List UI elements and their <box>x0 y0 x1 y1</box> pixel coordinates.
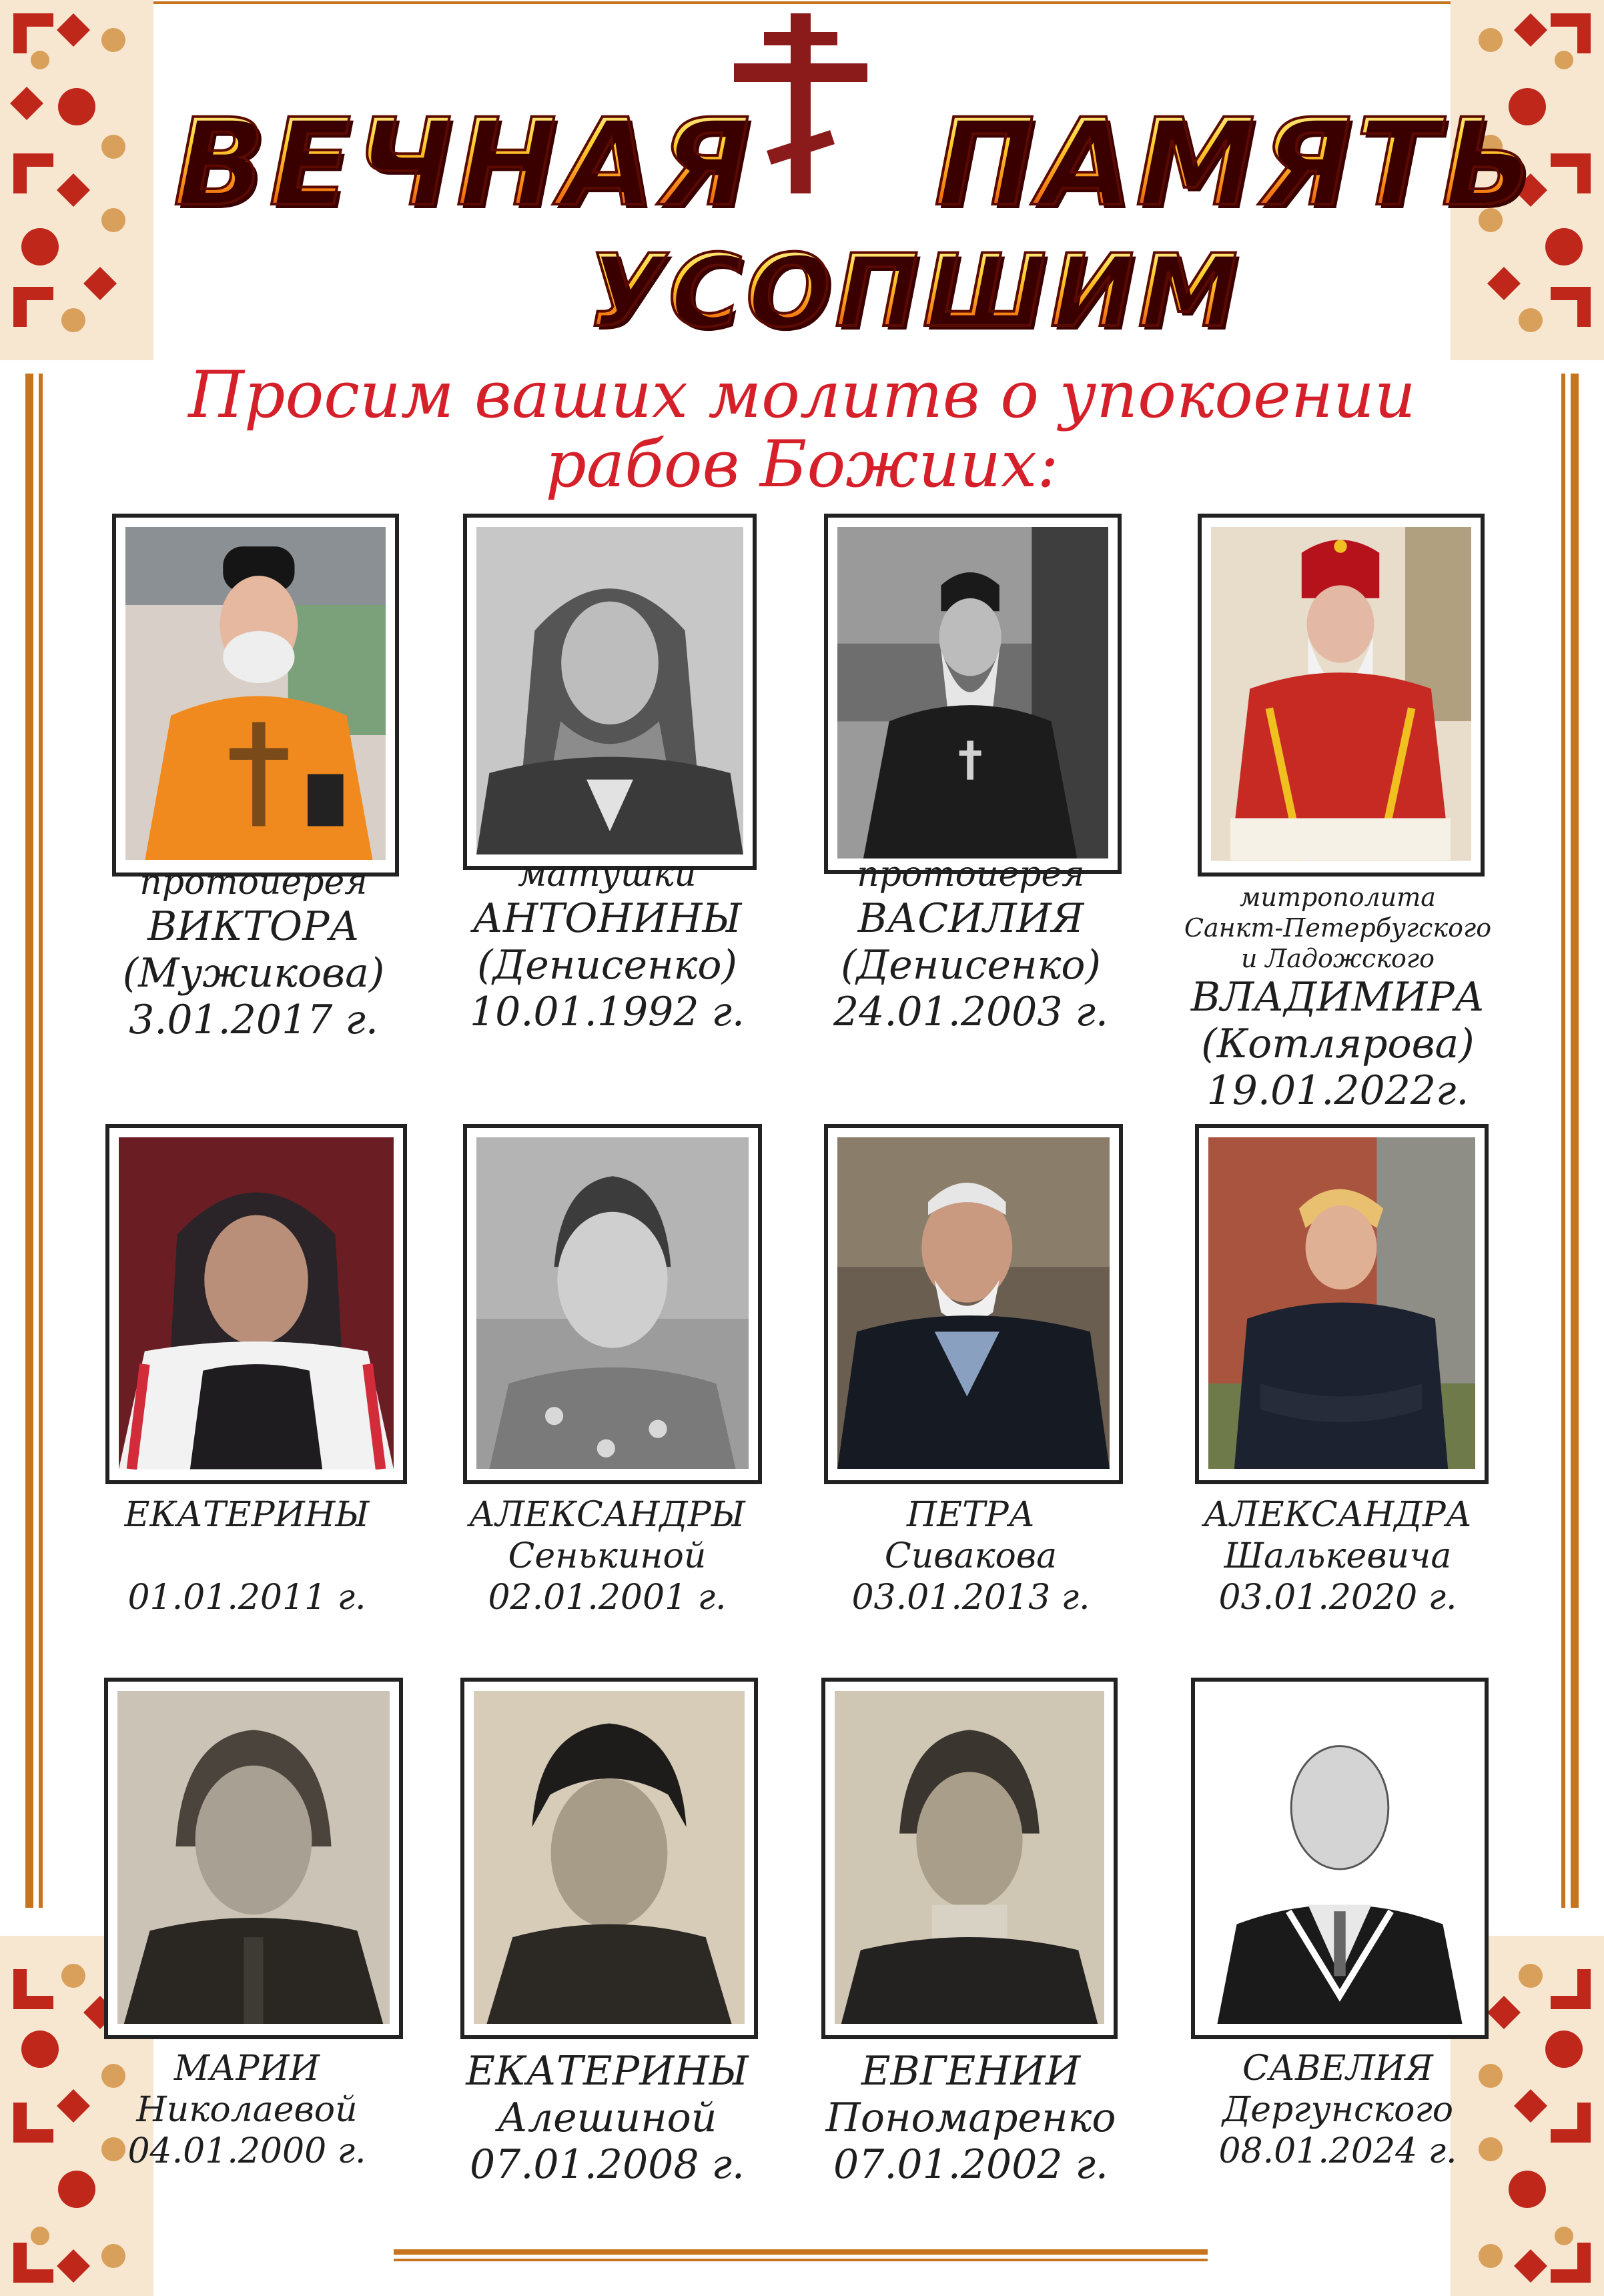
prayer-request-line-2: рабов Божиих: <box>545 427 1059 502</box>
repose-date: 07.01.2002 г. <box>833 2141 1108 2188</box>
clergy-title-see: Санкт-Петербугского <box>1184 913 1492 943</box>
deceased-surname: (Мужикова) <box>122 950 385 997</box>
repose-date: 03.01.2020 г. <box>1218 1578 1457 1618</box>
deceased-surname: Николаевой <box>136 2090 358 2130</box>
deceased-surname: Дергунского <box>1222 2090 1454 2130</box>
ornament-corner-top-left <box>0 0 153 360</box>
repose-date: 02.01.2001 г. <box>488 1578 727 1618</box>
deceased-name: ЕВГЕНИИ <box>861 2048 1081 2095</box>
deceased-surname: Шалькевича <box>1224 1536 1452 1576</box>
man-sweater-portrait-photo <box>1204 1691 1475 2024</box>
repose-date: 10.01.1992 г. <box>469 989 745 1035</box>
portrait-frame <box>1198 514 1485 877</box>
memorial-caption <box>1164 882 1511 1114</box>
memorial-card <box>73 1678 420 2198</box>
deceased-name: САВЕЛИЯ <box>1242 2049 1434 2089</box>
deceased-surname: (Денисенко) <box>477 942 737 989</box>
elderly-woman-portrait-photo <box>119 1137 394 1470</box>
clergy-title: митрополита <box>1240 883 1436 912</box>
deceased-name: ВЛАДИМИРА <box>1190 974 1485 1021</box>
left-frame-line <box>24 374 51 1908</box>
deceased-name: ЕКАТЕРИНЫ <box>124 1495 370 1535</box>
portrait-frame <box>463 1124 762 1484</box>
memorial-card <box>434 514 781 1067</box>
repose-date: 07.01.2008 г. <box>469 2141 745 2188</box>
memorial-card <box>797 1124 1144 1631</box>
woman-portrait-photo <box>476 1137 749 1469</box>
memorial-card <box>797 514 1144 1067</box>
portrait-frame <box>824 514 1122 874</box>
portrait-frame <box>1191 1678 1489 2039</box>
memorial-card <box>434 1124 781 1631</box>
deceased-surname: Алешиной <box>497 2095 717 2141</box>
repose-date: 08.01.2024 г. <box>1218 2131 1457 2171</box>
priest-portrait-photo <box>125 527 386 860</box>
deceased-name: ЕКАТЕРИНЫ <box>466 2048 749 2095</box>
deceased-surname: (Котлярова) <box>1201 1021 1475 1067</box>
portrait-frame <box>460 1678 758 2039</box>
bottom-frame-line <box>394 2249 1208 2265</box>
clergy-title: протоиерея <box>857 854 1085 895</box>
woman-turtleneck-portrait-photo <box>835 1691 1104 2024</box>
memorial-caption <box>797 854 1144 1035</box>
orthodox-cross-icon <box>727 13 874 193</box>
woman-sepia-portrait-photo <box>474 1691 745 2024</box>
memorial-caption <box>434 1494 781 1618</box>
deceased-name: АЛЕКСАНДРА <box>1203 1495 1473 1535</box>
clergy-title: матушки <box>518 854 697 895</box>
repose-date: 3.01.2017 г. <box>129 997 378 1043</box>
deceased-name: АЛЕКСАНДРЫ <box>469 1495 745 1535</box>
deceased-surname <box>73 1536 420 1577</box>
deceased-name: МАРИИ <box>173 2049 320 2089</box>
portrait-frame <box>112 514 399 877</box>
memorial-caption <box>434 854 781 1035</box>
repose-date: 24.01.2003 г. <box>833 989 1108 1035</box>
right-frame-line <box>1553 374 1580 1908</box>
memorial-caption <box>73 2048 420 2172</box>
portrait-frame <box>821 1678 1118 2039</box>
old-woman-portrait-photo <box>117 1691 390 2024</box>
repose-date: 01.01.2011 г. <box>127 1578 366 1618</box>
repose-date: 04.01.2000 г. <box>127 2131 366 2171</box>
portrait-frame <box>105 1124 407 1484</box>
prayer-request <box>0 358 1604 502</box>
memorial-card <box>1164 1124 1511 1631</box>
memorial-caption <box>434 2048 781 2188</box>
deceased-name: ВАСИЛИЯ <box>857 895 1084 942</box>
portrait-frame <box>824 1124 1123 1484</box>
memorial-caption <box>80 862 427 1043</box>
deceased-surname: Сенькиной <box>508 1536 707 1576</box>
memorial-caption <box>797 1494 1144 1618</box>
deceased-name: ВИКТОРА <box>147 903 360 950</box>
portrait-frame <box>463 514 757 870</box>
metropolitan-portrait-photo <box>1211 527 1471 861</box>
woman-portrait-photo <box>476 527 743 854</box>
priest-bw-portrait-photo <box>837 527 1108 858</box>
deceased-name: АНТОНИНЫ <box>472 895 742 942</box>
repose-date: 03.01.2013 г. <box>851 1578 1090 1618</box>
headline-pamyat: ПАМЯТЬ <box>934 93 1537 233</box>
deceased-surname: Сивакова <box>884 1536 1058 1576</box>
memorial-card <box>1164 514 1511 1127</box>
headline-usopshim: УСОПШИМ <box>587 233 1242 350</box>
portrait-frame <box>104 1678 403 2039</box>
clergy-title-see-2: и Ладожского <box>1240 944 1435 973</box>
memorial-caption <box>1164 1494 1511 1618</box>
young-man-portrait-photo <box>1208 1137 1475 1469</box>
memorial-card <box>80 514 427 1067</box>
prayer-request-line-1: Просим ваших молитв о упокоении <box>188 358 1416 432</box>
memorial-card <box>73 1124 420 1631</box>
repose-date: 19.01.2022г. <box>1206 1067 1469 1114</box>
deceased-surname: (Денисенко) <box>841 942 1101 989</box>
deceased-name: ПЕТРА <box>906 1495 1036 1535</box>
memorial-caption <box>797 2048 1144 2188</box>
memorial-caption <box>1164 2048 1511 2172</box>
memorial-card <box>1164 1678 1511 2198</box>
top-frame-line <box>153 0 1451 7</box>
deceased-surname: Пономаренко <box>825 2095 1116 2141</box>
elderly-man-portrait-photo <box>837 1137 1110 1469</box>
memorial-card <box>797 1678 1144 2198</box>
portrait-frame <box>1195 1124 1489 1484</box>
clergy-title: протоиерея <box>139 863 368 903</box>
memorial-card <box>434 1678 781 2198</box>
memorial-caption <box>73 1494 420 1618</box>
headline-vechnaya: ВЕЧНАЯ <box>173 93 755 233</box>
